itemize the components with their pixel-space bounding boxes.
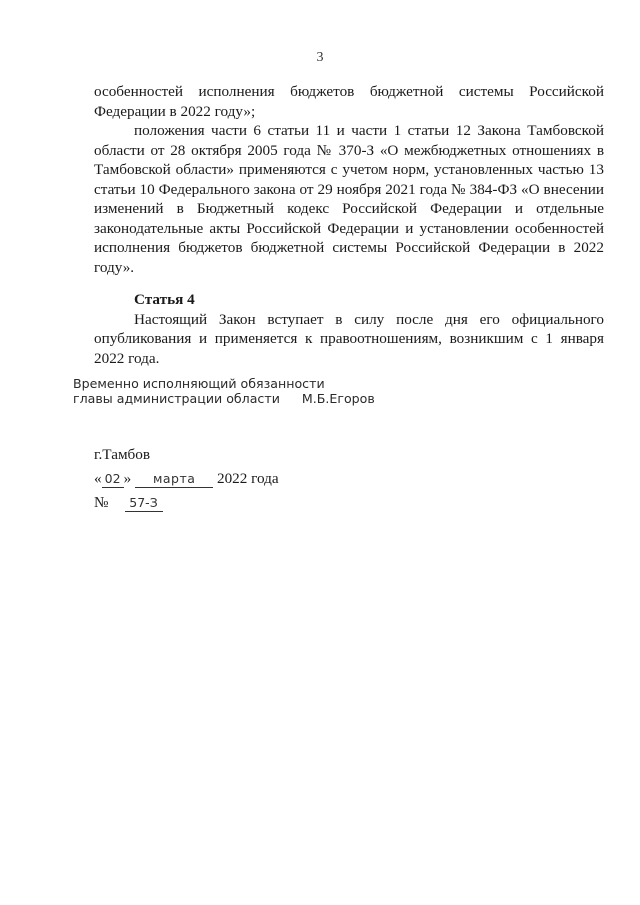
paragraph-provisions: положения части 6 статьи 11 и части 1 статьи 12 Закона Тамбовской области от 28 октября 2005 года № 370-З «О межбюджетных отношениях в Тамбовской области» применяются с учетом норм, установленных частью 13 статьи 10 Федерального закона от 29 ноября 2021 года № 384-ФЗ «О внесении изменений в Бюджетный кодекс Российской Федерации и отдельные законодательные акты Российской Федерации и установлении особенностей исполнения бюджетов бюджетной системы Российской Федерации в 2022 году». <box>94 122 604 276</box>
date-month: марта <box>135 471 213 488</box>
place-of-signing: г.Тамбов <box>94 446 151 463</box>
article-heading: Статья 4 <box>134 291 195 308</box>
date-open-quote: « <box>94 470 102 487</box>
signing-date <box>94 467 279 491</box>
date-close-quote: » <box>123 470 132 487</box>
document-body <box>94 82 604 368</box>
law-number <box>94 491 279 515</box>
signature-position-line1: Временно исполняющий обязанности <box>73 376 325 391</box>
article-text: Настоящий Закон вступает в силу после дня его официального опубликования и применяется к правоотношениям, возникшим с 1 января 2022 года. <box>94 310 604 367</box>
signatory-name: М.Б.Егоров <box>301 391 375 406</box>
place-date-block <box>94 443 279 515</box>
law-number-label: № <box>94 494 109 511</box>
date-year: 2022 года <box>216 470 279 487</box>
paragraph-continuation: особенностей исполнения бюджетов бюджетной системы Российской Федерации в 2022 году»; <box>94 83 604 120</box>
page-number: 3 <box>316 50 324 65</box>
signature-position-line2: главы администрации области <box>73 391 280 406</box>
law-number-value: 57-З <box>125 495 163 512</box>
date-day: 02 <box>102 471 124 488</box>
signature-block <box>73 376 375 406</box>
